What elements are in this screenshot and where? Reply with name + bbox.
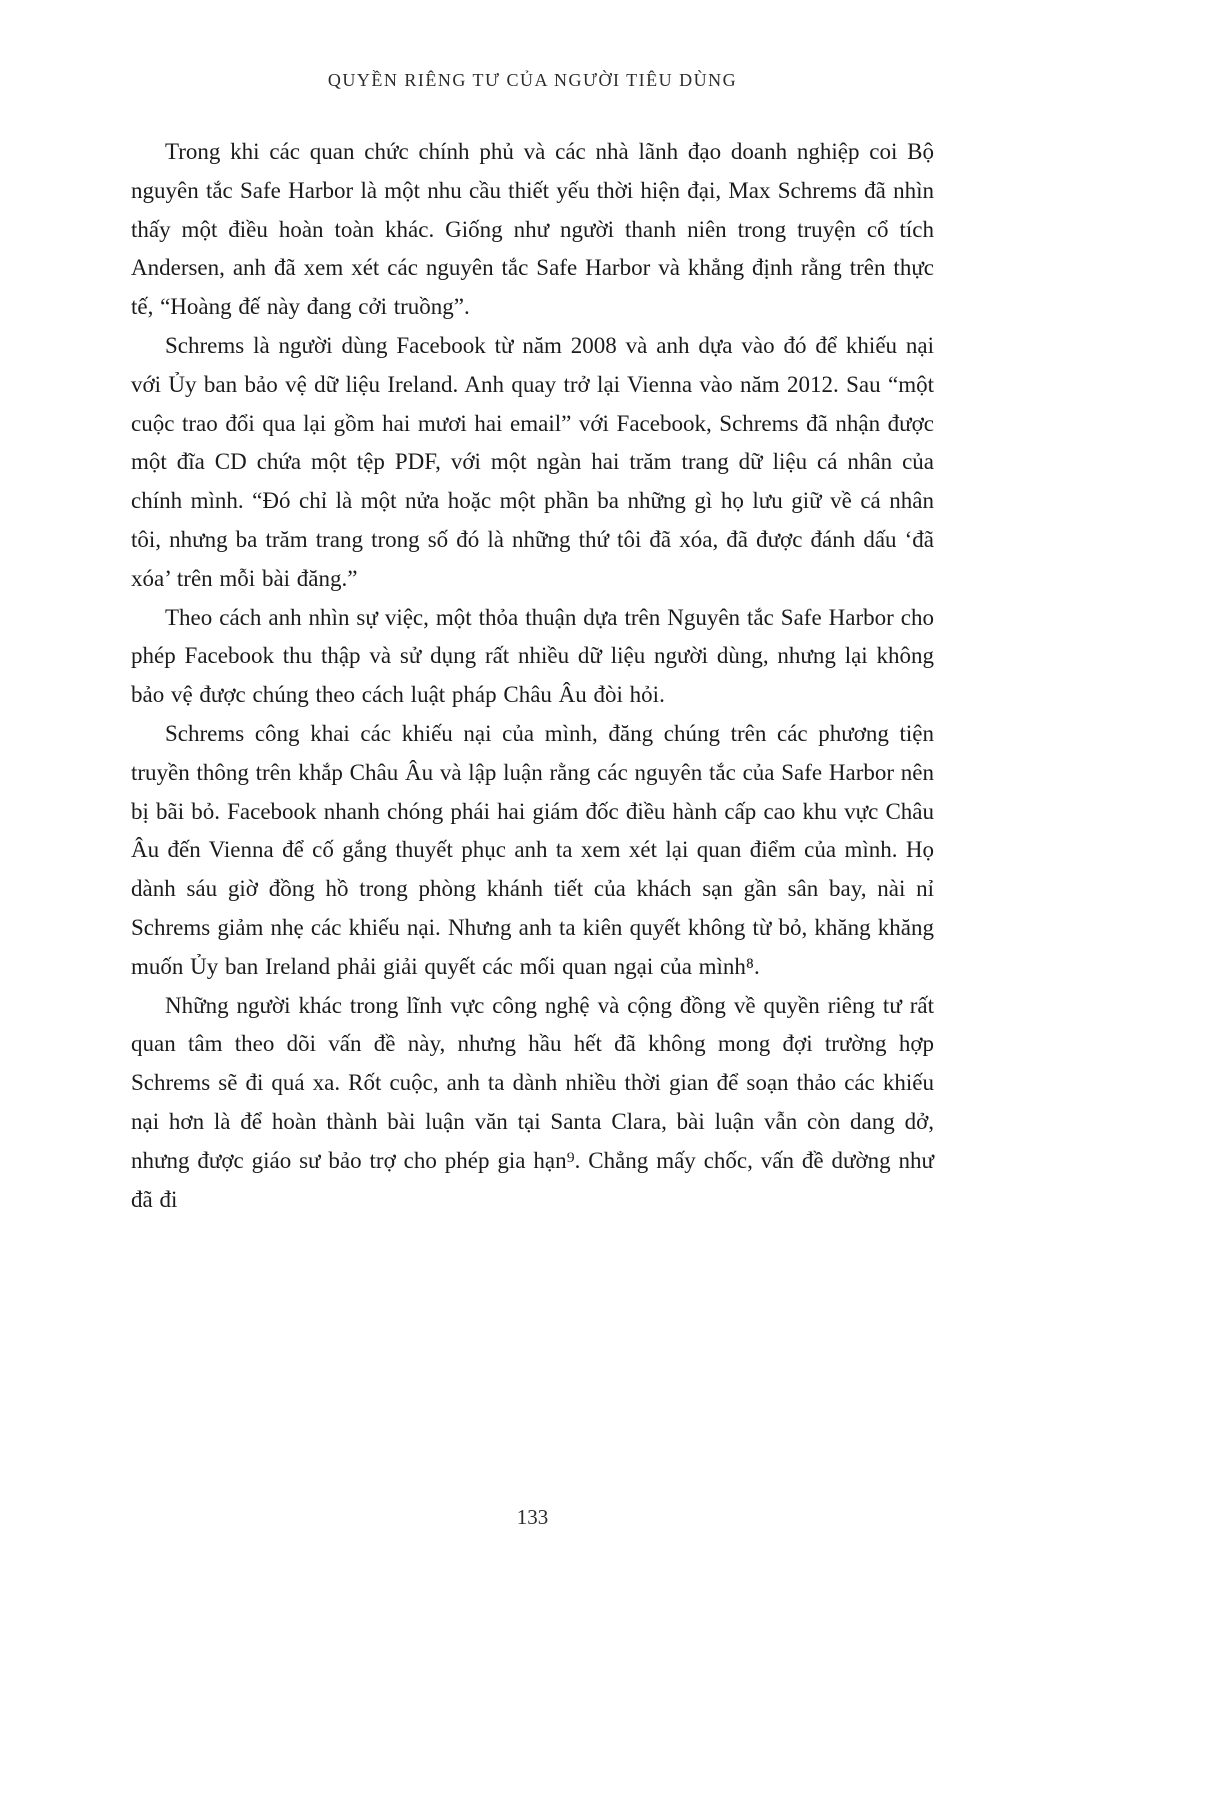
paragraph-1: Trong khi các quan chức chính phủ và các nhà lãnh đạo doanh nghiệp coi Bộ nguyên tắc Safe Harbor là một nhu cầu thiết yếu thời hiện đại, Max Schrems đã nhìn thấy một điều hoàn toàn khác. Giống như người thanh niên trong truyện cổ tích Andersen, anh đã xem xét các nguyên tắc Safe Harbor và khẳng định rằng trên thực tế, “Hoàng đế này đang cởi truồng”. [131,139,934,320]
running-header: QUYỀN RIÊNG TƯ CỦA NGƯỜI TIÊU DÙNG [327,70,738,90]
paragraph-2: Schrems là người dùng Facebook từ năm 2008 và anh dựa vào đó để khiếu nại với Ủy ban bảo vệ dữ liệu Ireland. Anh quay trở lại Vienna vào năm 2012. Sau “một cuộc trao đổi qua lại gồm hai mươi hai email” với Facebook, Schrems đã nhận được một đĩa CD chứa một tệp PDF, với một ngàn hai trăm trang dữ liệu cá nhân của chính mình. “Đó chỉ là một nửa hoặc một phần ba những gì họ lưu giữ về cá nhân tôi, nhưng ba trăm trang trong số đó là những thứ tôi đã xóa, đã được đánh dấu ‘đã xóa’ trên mỗi bài đăng.” [131,332,934,591]
paragraph-3: Theo cách anh nhìn sự việc, một thỏa thuận dựa trên Nguyên tắc Safe Harbor cho phép Facebook thu thập và sử dụng rất nhiều dữ liệu người dùng, nhưng lại không bảo vệ được chúng theo cách luật pháp Châu Âu đòi hỏi. [131,604,934,708]
paragraph-4: Schrems công khai các khiếu nại của mình, đăng chúng trên các phương tiện truyền thông trên khắp Châu Âu và lập luận rằng các nguyên tắc của Safe Harbor nên bị bãi bỏ. Facebook nhanh chóng phái hai giám đốc điều hành cấp cao khu vực Châu Âu đến Vienna để cố gắng thuyết phục anh ta xem xét lại quan điểm của mình. Họ dành sáu giờ đồng hồ trong phòng khánh tiết của khách sạn gần sân bay, nài nỉ Schrems giảm nhẹ các khiếu nại. Nhưng anh ta kiên quyết không từ bỏ, khăng khăng muốn Ủy ban Ireland phải giải quyết các mối quan ngại của mình⁸. [131,720,934,979]
page-number: 133 [516,1505,549,1529]
paragraph-5: Những người khác trong lĩnh vực công nghệ và cộng đồng về quyền riêng tư rất quan tâm theo dõi vấn đề này, nhưng hầu hết đã không mong đợi trường hợp Schrems sẽ đi quá xa. Rốt cuộc, anh ta dành nhiều thời gian để soạn thảo các khiếu nại hơn là để hoàn thành bài luận văn tại Santa Clara, bài luận vẫn còn dang dở, nhưng được giáo sư bảo trợ cho phép gia hạn⁹. Chẳng mấy chốc, vấn đề dường như đã đi [131,992,934,1212]
body-text [131,133,934,1219]
